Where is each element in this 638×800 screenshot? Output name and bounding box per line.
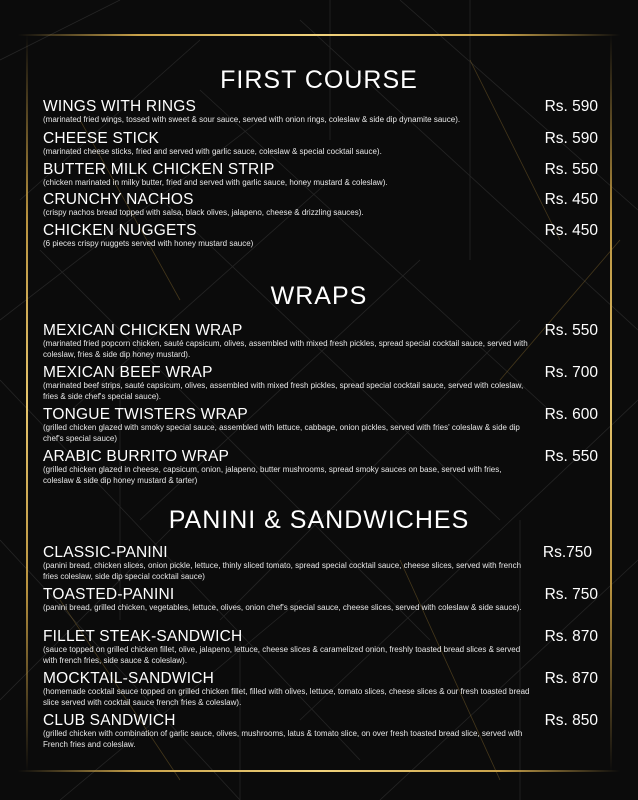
menu-item: [43, 587, 598, 614]
item-name: CLASSIC-PANINI: [43, 544, 168, 561]
item-description: (panini bread, chicken slices, onion pickle, lettuce, thinly sliced tomato, spread special cocktail sauce, cheese slices, served with french fries coleslaw, side dip special cocktail sauce): [43, 561, 522, 581]
item-description: (grilled chicken with combination of garlic sauce, olives, mushrooms, latus & tomato slice, on over fresh toasted bread slice, served with French fries and coleslaw.: [43, 729, 523, 749]
menu-item: [43, 365, 598, 402]
item-name: TONGUE TWISTERS WRAP: [43, 406, 248, 423]
item-name: CHICKEN NUGGETS: [43, 222, 197, 239]
item-name: BUTTER MILK CHICKEN STRIP: [43, 161, 275, 178]
item-name: CLUB SANDWICH: [43, 712, 176, 729]
menu-item: [43, 671, 598, 708]
menu-item: [43, 545, 598, 582]
item-name: CHEESE STICK: [43, 130, 160, 147]
item-price: Rs. 850: [544, 712, 598, 729]
item-name: MEXICAN BEEF WRAP: [43, 364, 213, 381]
item-name: MOCKTAIL-SANDWICH: [43, 670, 215, 687]
item-name: TOASTED-PANINI: [43, 586, 175, 603]
menu-item: [43, 629, 598, 666]
menu-item: [43, 162, 598, 189]
item-name: ARABIC BURRITO WRAP: [43, 448, 230, 465]
item-price: Rs. 870: [544, 670, 598, 687]
item-price: Rs. 700: [544, 364, 598, 381]
section-title-first-course: FIRST COURSE: [220, 66, 418, 94]
item-price: Rs. 550: [544, 161, 598, 178]
gold-frame-right: [610, 34, 612, 772]
item-description: (homemade cocktail sauce topped on grilled chicken fillet, filled with olives, lettuce, tomato slices, cheese slices & our fresh toasted bread slice served with cocktail sauce french fries & coleslaw).: [43, 687, 530, 707]
item-name: MEXICAN CHICKEN WRAP: [43, 322, 243, 339]
item-description: (crispy nachos bread topped with salsa, black olives, jalapeno, cheese & drizzling sauces).: [43, 208, 364, 217]
item-price: Rs. 590: [544, 130, 598, 147]
item-description: (marinated fried popcorn chicken, sauté capsicum, olives, assembled with mixed fresh pickles, spread special cocktail sauce, served with coleslaw, fries & side dip honey mustard).: [43, 339, 528, 359]
section-title-panini-sandwiches: PANINI & SANDWICHES: [168, 506, 470, 534]
item-price: Rs. 450: [544, 222, 598, 239]
menu-item: [43, 131, 598, 158]
gold-frame-bottom: [18, 770, 620, 772]
menu-item: [43, 323, 598, 360]
item-price: Rs. 870: [544, 628, 598, 645]
gold-frame-top: [18, 34, 620, 36]
section-title-wraps: WRAPS: [270, 282, 368, 310]
item-description: (grilled chicken glazed in cheese, capsicum, onion, jalapeno, butter mushrooms, spread smoky sauces on base, served with fries, coleslaw & side dip honey mustard & tarter): [43, 465, 502, 485]
item-name: WINGS WITH RINGS: [43, 98, 197, 115]
item-price: Rs.750: [542, 544, 592, 561]
item-price: Rs. 550: [544, 322, 598, 339]
item-price: Rs. 750: [544, 586, 598, 603]
item-description: (panini bread, grilled chicken, vegetables, lettuce, olives, onion chef's special sauce, cheese slices, served with coleslaw & side sauce).: [43, 603, 522, 612]
item-price: Rs. 550: [544, 448, 598, 465]
menu-item: [43, 99, 598, 126]
item-description: (chicken marinated in milky butter, fried and served with garlic sauce, honey mustard & coleslaw).: [43, 178, 388, 187]
item-description: (marinated beef strips, sauté capsicum, olives, assembled with mixed fresh pickles, spread special cocktail sauce, served with coleslaw, fries & side chef's special sauce).: [43, 381, 524, 401]
item-price: Rs. 450: [544, 191, 598, 208]
item-description: (6 pieces crispy nuggets served with honey mustard sauce): [43, 239, 254, 248]
menu-item: [43, 192, 598, 219]
item-description: (sauce topped on grilled chicken fillet, olive, jalapeno, lettuce, cheese slices & caramelized onion, freshly toasted bread slices & served with french fries, side sauce & coleslaw).: [43, 645, 521, 665]
item-name: CRUNCHY NACHOS: [43, 191, 194, 208]
menu-item: [43, 223, 598, 250]
item-price: Rs. 600: [544, 406, 598, 423]
menu-item: [43, 449, 598, 486]
item-description: (marinated cheese sticks, fried and served with garlic sauce, coleslaw & special cocktail sauce).: [43, 147, 382, 156]
menu-item: [43, 407, 598, 444]
item-description: (grilled chicken glazed with smoky special sauce, assembled with lettuce, cabbage, onion pickles, served with fries' coleslaw & side dip chef's special sauce): [43, 423, 520, 443]
item-description: (marinated fried wings, tossed with sweet & sour sauce, served with onion rings, coleslaw & side dip dynamite sauce).: [43, 115, 461, 124]
item-price: Rs. 590: [544, 98, 598, 115]
gold-frame-left: [26, 34, 28, 772]
item-name: FILLET STEAK-SANDWICH: [43, 628, 243, 645]
menu-item: [43, 713, 598, 750]
